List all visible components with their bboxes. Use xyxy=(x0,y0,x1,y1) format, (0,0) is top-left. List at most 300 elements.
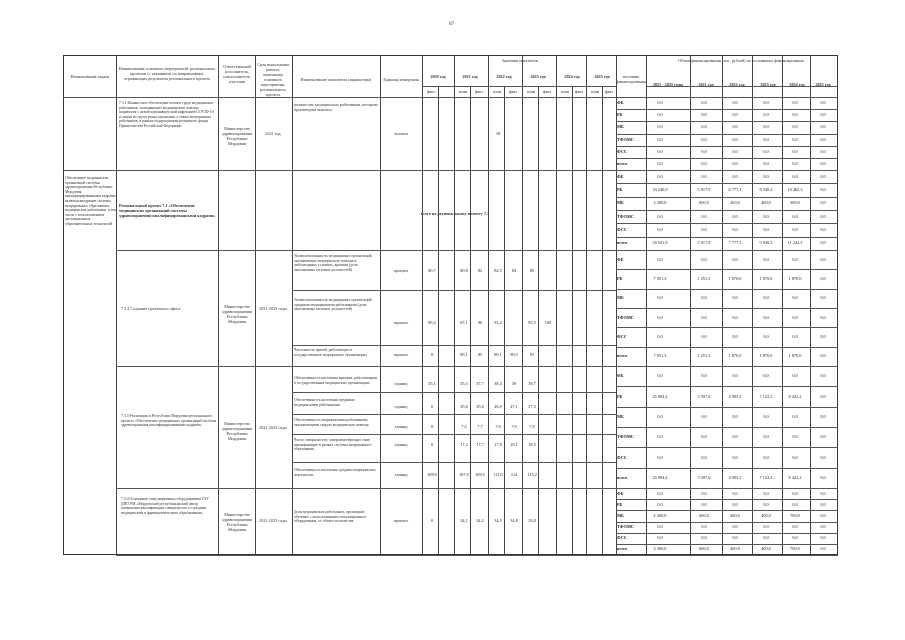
source-code: МБ xyxy=(617,124,624,130)
grid-hline xyxy=(116,488,838,489)
finance-value: 0,0 xyxy=(820,173,826,179)
indicator-value: 18,5 xyxy=(528,442,536,447)
finance-value: 0,0 xyxy=(732,124,738,130)
finance-value: 0,0 xyxy=(763,524,769,530)
fin-year-2023: 2023 год xyxy=(760,82,776,87)
finance-value: 0,0 xyxy=(820,213,826,219)
finance-value: 0,0 xyxy=(763,100,769,106)
finance-value: 0,0 xyxy=(792,256,798,262)
term-4: 2021-2025 годы xyxy=(259,518,287,523)
indicator-value: 34,1 xyxy=(460,518,468,523)
finance-value: 0,0 xyxy=(792,535,798,541)
finance-value: 0,0 xyxy=(657,314,663,320)
source-code: ФСС xyxy=(617,334,627,339)
source-code: ТФОМС xyxy=(617,136,635,142)
source-code: МБ xyxy=(617,295,624,301)
finance-value: 1 870,0 xyxy=(788,276,802,281)
indicator-value: 27,5 xyxy=(528,404,536,409)
grid-hline xyxy=(616,269,838,270)
unit-1: человек xyxy=(394,131,408,136)
finance-value: 0,0 xyxy=(763,501,769,507)
unit-2a: процент xyxy=(393,268,409,273)
finance-value: 0,0 xyxy=(701,173,707,179)
finance-value: 1 251,3 xyxy=(697,276,711,281)
indicator-value: 114 xyxy=(510,472,518,477)
resp-2: Министерство здравоохранения Республики Мордовия xyxy=(221,304,253,324)
indicator-value: 85 xyxy=(529,268,535,273)
finance-value: 0,0 xyxy=(820,136,826,142)
finance-value: 0,0 xyxy=(763,227,769,232)
finance-value: 0,0 xyxy=(792,112,798,118)
finance-value: 0,0 xyxy=(820,124,826,130)
grid-hline xyxy=(616,109,838,110)
indicator-value: 25,6 xyxy=(476,404,484,409)
source-code: ФБ xyxy=(617,100,624,106)
grid-hline xyxy=(616,386,838,387)
resp-4: Министерство здравоохранения Республики Мордовия xyxy=(221,512,253,532)
header-finance: Объем финансирования (тыс. рублей) по источникам финансирования xyxy=(678,58,804,63)
indicator-value: 84 xyxy=(511,268,517,273)
indicator-value: 89,1 xyxy=(460,352,468,357)
indicator-value: 0 xyxy=(430,424,434,429)
source-code: всего xyxy=(617,240,628,246)
indicator-value: 34,2 xyxy=(476,518,484,523)
grid-hline xyxy=(616,427,838,428)
indicator-value: 87,1 xyxy=(460,320,468,325)
finance-value: 0,0 xyxy=(820,314,826,320)
indicator-4: Доля медицинских работников, прошедших обучение с использованием симуляционного оборудования, от общего количества xyxy=(294,510,367,524)
finance-value: 7 951,3 xyxy=(653,353,667,359)
indicator-value: 90,5 xyxy=(510,352,518,357)
grid-vline xyxy=(722,55,723,555)
grid-hline xyxy=(292,434,616,435)
indicator-value: 27,1 xyxy=(510,404,518,409)
indicator-value: 17,8 xyxy=(494,442,502,447)
finance-value: 25 994,4 xyxy=(652,474,668,480)
grid-vline xyxy=(292,55,293,555)
finance-value: 0,0 xyxy=(657,213,663,219)
header-col-unit: Единица измерения xyxy=(383,77,419,82)
finance-value: 0,0 xyxy=(701,373,707,379)
indicator-value: 35,3 xyxy=(460,381,468,386)
finance-value: 35 541,9 xyxy=(652,240,668,246)
header-col-responsible: Ответственный исполнитель, соисполнитель, участник xyxy=(223,64,251,84)
finance-value: 0,0 xyxy=(820,256,826,262)
finance-value: 0,0 xyxy=(732,413,738,419)
finance-value: 0,0 xyxy=(820,187,826,192)
grid-hline xyxy=(616,210,838,211)
indicator-value: 7,9 xyxy=(511,424,517,429)
indicator-value: 115,2 xyxy=(527,472,537,477)
finance-value: 0,0 xyxy=(732,501,738,507)
regional-total: всего по региональному проекту 7.1 xyxy=(420,211,490,216)
finance-value: 0,0 xyxy=(820,490,826,496)
unit-3d: единиц xyxy=(394,442,408,447)
finance-value: 1 251,3 xyxy=(697,353,711,359)
finance-value: 700,0 xyxy=(790,546,800,552)
indicator-2c: Численность врачей, работающих в государственных медицинских организациях xyxy=(294,348,368,357)
source-code: ФСС xyxy=(617,535,627,541)
finance-value: 2 300,0 xyxy=(653,512,667,518)
regional-project: Региональный проект 7.1 «Обеспечение медицинских организаций системы здравоохранения квалифицированными кадрами» xyxy=(119,203,216,218)
finance-value: 0,0 xyxy=(732,295,738,301)
finance-value: 0,0 xyxy=(732,100,738,106)
indicator-value: 95,5 xyxy=(528,320,536,325)
finance-value: 0,0 xyxy=(820,334,826,339)
indicator-value: 7,9 xyxy=(529,424,535,429)
grid-hline xyxy=(616,327,838,328)
source-code: РБ xyxy=(617,501,623,507)
finance-value: 0,0 xyxy=(657,434,663,440)
finance-value: 0,0 xyxy=(701,100,707,106)
finance-value: 0,0 xyxy=(792,148,798,154)
unit-4: процент xyxy=(393,518,409,523)
finance-value: 0,0 xyxy=(701,295,707,301)
source-code: всего xyxy=(617,353,628,359)
grid-vline xyxy=(572,86,573,555)
finance-value: 0,0 xyxy=(820,501,826,507)
unit-2b: процент xyxy=(393,320,409,325)
finance-value: 0,0 xyxy=(792,173,798,179)
finance-value: 0,0 xyxy=(701,524,707,530)
indicator-value: 39,7 xyxy=(528,381,536,386)
grid-vline xyxy=(522,55,523,555)
grid-hline xyxy=(292,290,616,291)
source-code: МБ xyxy=(617,413,624,419)
finance-value: 0,0 xyxy=(763,314,769,320)
finance-value: 0,0 xyxy=(820,535,826,541)
finance-value: 0,0 xyxy=(701,535,707,541)
finance-value: 0,0 xyxy=(701,256,707,262)
indicator-value: 38,4 xyxy=(494,381,502,386)
ind-year-2025: 2025 год xyxy=(594,74,610,79)
grid-hline xyxy=(63,170,116,171)
finance-value: 0,0 xyxy=(732,535,738,541)
finance-value: 3 597,6 xyxy=(697,393,711,399)
sub-fact-2021: факт xyxy=(474,89,484,94)
finance-value: 0,0 xyxy=(732,213,738,219)
grid-vline xyxy=(810,55,811,555)
grid-hline xyxy=(292,345,616,346)
source-code: РБ xyxy=(617,393,623,399)
grid-hline xyxy=(616,158,838,159)
sub-plan-2021: план xyxy=(458,89,468,94)
grid-vline xyxy=(782,55,783,555)
finance-value: 0,0 xyxy=(792,100,798,106)
resp-3: Министерство здравоохранения Республики Мордовия xyxy=(221,421,253,441)
finance-value: 1 870,0 xyxy=(728,353,742,359)
grid-vline xyxy=(586,55,587,555)
finance-value: 0,0 xyxy=(657,148,663,154)
finance-value: 0,0 xyxy=(792,136,798,142)
grid-hline xyxy=(616,522,838,523)
ind-year-2022: 2022 год xyxy=(496,74,512,79)
header-indicator-values: Значения показателя xyxy=(501,58,539,63)
grid-hline xyxy=(616,289,838,290)
grid-vline xyxy=(422,55,423,555)
indicator-value: 0 xyxy=(430,352,434,357)
finance-value: 7 122,2 xyxy=(759,474,773,480)
finance-value: 0,0 xyxy=(657,227,663,232)
grid-hline xyxy=(616,468,838,469)
grid-hline xyxy=(616,146,838,147)
indicator-value: 89,2 xyxy=(428,320,436,325)
ind-year-2024: 2024 год xyxy=(564,74,580,79)
finance-value: 0,0 xyxy=(657,524,663,530)
grid-vline xyxy=(255,55,256,555)
finance-value: 11 242,3 xyxy=(787,240,803,246)
indicator-value: 7,2 xyxy=(461,424,467,429)
finance-value: 0,0 xyxy=(763,454,769,460)
finance-value: 300,0 xyxy=(790,200,800,206)
finance-value: 0,0 xyxy=(657,124,663,130)
fin-year-2022: 2022 год xyxy=(729,82,745,87)
finance-value: 0,0 xyxy=(732,524,738,530)
event-3: 7.3.3 Реализация в Республике Мордовия регионального проекта «Обеспечение медицинских организаций системы здравоохранения квалифицированными кадрами» xyxy=(121,414,217,428)
finance-value: 6 777,1 xyxy=(728,187,742,192)
finance-value: 0,0 xyxy=(657,136,663,142)
finance-value: 0,0 xyxy=(732,227,738,232)
finance-value: 0,0 xyxy=(820,393,826,399)
finance-value: 0,0 xyxy=(792,314,798,320)
sub-plan-2024: план xyxy=(560,89,570,94)
finance-value: 0,0 xyxy=(763,173,769,179)
finance-value: 8 422,2 xyxy=(788,474,802,480)
finance-value: 0,0 xyxy=(657,454,663,460)
finance-value: 1 870,0 xyxy=(728,276,742,281)
finance-value: 0,0 xyxy=(657,100,663,106)
finance-value: 0,0 xyxy=(701,314,707,320)
source-code: МБ xyxy=(617,512,624,518)
finance-value: 0,0 xyxy=(732,434,738,440)
finance-value: 0,0 xyxy=(792,227,798,232)
fin-year-2025: 2025 год xyxy=(815,82,831,87)
indicator-value: 107,0 xyxy=(459,472,469,477)
finance-value: 400,0 xyxy=(730,512,740,518)
finance-value: 0,0 xyxy=(701,227,707,232)
finance-value: 400,0 xyxy=(730,200,740,206)
finance-value: 1 870,0 xyxy=(759,353,773,359)
finance-value: 400,0 xyxy=(761,200,771,206)
unit-2c: процент xyxy=(393,352,409,357)
finance-value: 0,0 xyxy=(792,501,798,507)
indicator-3d: Число специалистов, совершенствующих свою квалификацию в рамках системы непрерывного образования xyxy=(294,438,372,452)
grid-hline xyxy=(616,407,838,408)
indicator-value: 17,2 xyxy=(460,442,468,447)
finance-value: 0,0 xyxy=(763,373,769,379)
finance-value: 600,0 xyxy=(699,512,709,518)
finance-value: 2 300,0 xyxy=(653,546,667,552)
indicator-value: 35,0 xyxy=(528,518,536,523)
source-code: всего xyxy=(617,546,628,552)
indicator-value: 82,5 xyxy=(494,268,502,273)
finance-value: 0,0 xyxy=(732,256,738,262)
grid-hline xyxy=(616,223,838,224)
finance-value: 0,0 xyxy=(763,295,769,301)
finance-value: 0,0 xyxy=(792,124,798,130)
unit-3e: единиц xyxy=(394,472,408,477)
header-col-goal: Наименование задачи xyxy=(70,74,110,79)
finance-value: 0,0 xyxy=(820,524,826,530)
source-code: ФБ xyxy=(617,490,624,496)
source-code: ФСС xyxy=(617,454,627,460)
grid-hline xyxy=(616,308,838,309)
finance-value: 0,0 xyxy=(820,353,826,359)
finance-value: 0,0 xyxy=(701,112,707,118)
finance-value: 0,0 xyxy=(701,148,707,154)
finance-value: 0,0 xyxy=(732,373,738,379)
finance-value: 0,0 xyxy=(701,490,707,496)
grid-hline xyxy=(292,462,616,463)
finance-value: 0,0 xyxy=(820,160,826,166)
finance-value: 0,0 xyxy=(732,148,738,154)
finance-value: 0,0 xyxy=(820,295,826,301)
source-code: ФБ xyxy=(617,173,624,179)
finance-value: 0,0 xyxy=(763,256,769,262)
indicator-2a: Укомплектованность медицинских организаций, оказывающих медицинскую помощь в амбулаторных условиях, врачами (доля заполненных штатных должностей) xyxy=(294,254,373,272)
finance-value: 4 905,2 xyxy=(728,474,742,480)
finance-value: 0,0 xyxy=(820,474,826,480)
finance-value: 0,0 xyxy=(763,112,769,118)
sub-plan-2023: план xyxy=(526,89,536,94)
header-col-event: Наименование основных мероприятий, региональных проектов (с указанием) по направлениям, отражающих результаты регионального проекта xyxy=(118,66,216,81)
grid-vline xyxy=(488,55,489,555)
finance-value: 0,0 xyxy=(701,413,707,419)
finance-value: 0,0 xyxy=(657,295,663,301)
finance-value: 0,0 xyxy=(657,373,663,379)
finance-value: 0,0 xyxy=(701,434,707,440)
source-code: ФСС xyxy=(617,148,627,154)
indicator-value: 91 xyxy=(529,352,535,357)
indicator-value: 0 xyxy=(430,518,434,523)
indicator-value: 85 xyxy=(477,352,483,357)
finance-value: 0,0 xyxy=(732,314,738,320)
page-number: 67 xyxy=(449,22,454,27)
finance-value: 8 540,2 xyxy=(759,187,773,192)
finance-value: 0,0 xyxy=(820,240,826,246)
unit-3b: единиц xyxy=(394,404,408,409)
finance-value: 0,0 xyxy=(763,413,769,419)
grid-hline xyxy=(616,197,838,198)
finance-value: 0,0 xyxy=(792,524,798,530)
indicator-value: 0 xyxy=(430,442,434,447)
finance-value: 0,0 xyxy=(763,124,769,130)
finance-value: 0,0 xyxy=(701,334,707,339)
finance-value: 600,0 xyxy=(699,546,709,552)
finance-value: 0,0 xyxy=(763,490,769,496)
finance-value: 0,0 xyxy=(701,160,707,166)
grid-hline xyxy=(616,544,838,545)
indicator-value: 0 xyxy=(430,404,434,409)
finance-value: 25 994,4 xyxy=(652,393,668,399)
finance-value: 0,0 xyxy=(820,200,826,206)
sub-plan-2022: план xyxy=(492,89,502,94)
finance-value: 0,0 xyxy=(701,124,707,130)
finance-value: 9 940,2 xyxy=(759,240,773,246)
grid-vline xyxy=(454,55,455,555)
finance-value: 0,0 xyxy=(701,454,707,460)
grid-vline xyxy=(380,55,381,555)
finance-value: 0,0 xyxy=(701,213,707,219)
sub-fact-2020: факт xyxy=(426,89,436,94)
grid-vline xyxy=(602,86,603,555)
finance-value: 0,0 xyxy=(820,546,826,552)
source-code: ТФОМС xyxy=(617,213,635,219)
indicator-value: 80,7 xyxy=(428,268,436,273)
finance-value: 0,0 xyxy=(732,334,738,339)
finance-value: 1 870,0 xyxy=(788,353,802,359)
grid-vline xyxy=(218,55,219,555)
finance-value: 0,0 xyxy=(792,490,798,496)
unit-3c: единиц xyxy=(394,424,408,429)
header-col-indicator: Наименование показателя (индикатора) xyxy=(300,77,372,82)
term-3: 2021-2025 годы xyxy=(259,425,287,430)
finance-value: 5 017,9 xyxy=(697,240,711,246)
sub-fact-2023: факт xyxy=(542,89,552,94)
indicator-value: 34,5 xyxy=(494,518,502,523)
fin-year-2021: 2021 год xyxy=(698,82,714,87)
finance-value: 0,0 xyxy=(657,501,663,507)
source-code: РБ xyxy=(617,276,623,281)
grid-hline xyxy=(292,392,616,393)
grid-hline xyxy=(616,347,838,348)
grid-hline xyxy=(616,134,838,135)
grid-hline xyxy=(422,86,616,87)
finance-value: 0,0 xyxy=(763,334,769,339)
finance-value: 0,0 xyxy=(732,454,738,460)
finance-value: 0,0 xyxy=(657,535,663,541)
finance-value: 0,0 xyxy=(820,434,826,440)
grid-vline xyxy=(752,55,753,555)
grid-vline xyxy=(646,55,647,555)
indicator-3b: Обеспеченность населения средними медицинскими работниками xyxy=(294,398,355,407)
resp-1: Министерство здравоохранения Республики Мордовия xyxy=(221,126,253,146)
term-1: 2021 год xyxy=(265,131,281,136)
grid-hline xyxy=(646,86,838,87)
finance-value: 4 905,2 xyxy=(728,393,742,399)
unit-3a: единиц xyxy=(394,381,408,386)
finance-value: 0,0 xyxy=(657,173,663,179)
finance-value: 7 951,3 xyxy=(653,276,667,281)
grid-hline xyxy=(63,97,838,98)
source-code: ФБ xyxy=(617,373,624,379)
finance-value: 8 422,2 xyxy=(788,393,802,399)
source-code: ТФОМС xyxy=(617,314,635,320)
indicator-3a: Обеспеченность населения врачами, работающими в государственных медицинских организациях xyxy=(294,376,377,385)
finance-value: 0,0 xyxy=(820,148,826,154)
indicator-value: 26,9 xyxy=(494,404,502,409)
finance-value: 0,0 xyxy=(763,213,769,219)
indicator-value: 17,7 xyxy=(476,442,484,447)
finance-value: 0,0 xyxy=(763,535,769,541)
source-code: ФСС xyxy=(617,227,627,232)
header-col-source: источник финансирования xyxy=(616,74,646,84)
finance-value: 0,0 xyxy=(657,160,663,166)
finance-value: 0,0 xyxy=(820,227,826,232)
grid-hline xyxy=(616,121,838,122)
sub-fact-2025: факт xyxy=(604,89,614,94)
indicator-value: 25,6 xyxy=(460,404,468,409)
ind-year-2023: 2023 год xyxy=(530,74,546,79)
grid-hline xyxy=(292,414,616,415)
grid-hline xyxy=(616,499,838,500)
sub-fact-2024: факт xyxy=(574,89,584,94)
indicator-value: 80,8 xyxy=(460,268,468,273)
finance-value: 10 462,3 xyxy=(787,187,803,192)
grid-hline xyxy=(616,447,838,448)
finance-value: 0,0 xyxy=(820,512,826,518)
grid-hline xyxy=(616,533,838,534)
